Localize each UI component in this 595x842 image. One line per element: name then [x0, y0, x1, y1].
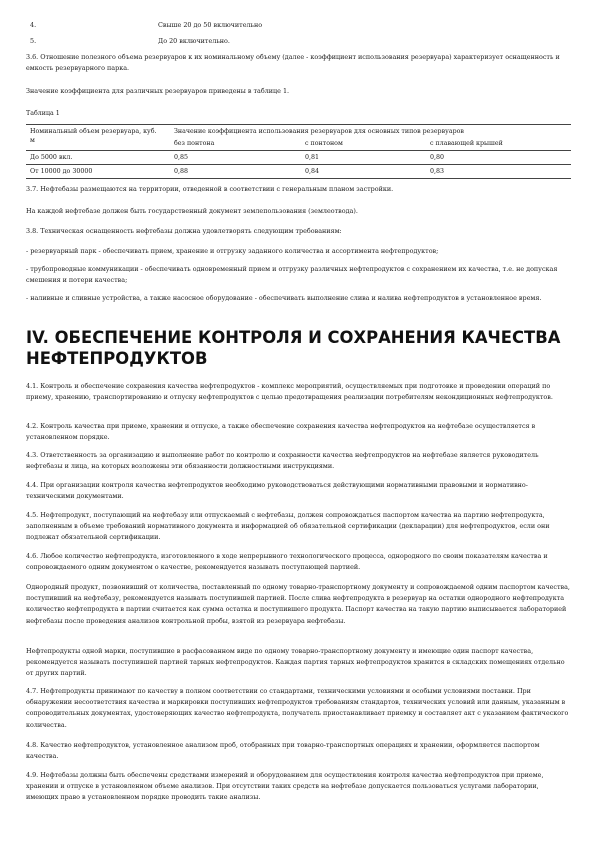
- table-top-rule: [26, 124, 571, 125]
- paragraph-4-2: 4.2. Контроль качества при приеме, хранении и отпуске, а также обеспечение сохранения качества нефтепродуктов на нефтебазе осуществляется в установленном порядке.: [26, 422, 536, 442]
- paragraph-4-7: 4.7. Нефтепродукты принимают по качеству в полном соответствии со стандартами, техническими условиями и особыми условиями поставки. При обнаружении несоответствия качества и маркировки поступивших нефтепродуктов требованиям стандартов, технических условий или данным, указанным в сопроводительных документах, удостоверяющих качество нефтепродукта, получатель приостанавливает приемку и составляет акт с указанием фактического количества.: [26, 687, 569, 729]
- section-heading: IV. ОБЕСПЕЧЕНИЕ КОНТРОЛЯ И СОХРАНЕНИЯ КАЧЕСТВА НЕФТЕПРОДУКТОВ: [26, 328, 561, 368]
- table-cell: 0,88: [174, 168, 189, 175]
- list-number: 5.: [30, 37, 37, 45]
- table-cell: 0,83: [430, 168, 445, 175]
- table-bottom-rule: [26, 178, 571, 179]
- table-subheader-3: с плавающей крышей: [430, 140, 503, 147]
- list-number: 4.: [30, 21, 37, 29]
- paragraph-coefficients: Значение коэффициента для различных резервуаров приведены в таблице 1.: [26, 87, 290, 95]
- table-cell: 0,81: [305, 154, 320, 161]
- table-cell: 0,84: [305, 168, 320, 175]
- table-row-label: До 5000 вкл.: [30, 154, 73, 161]
- paragraph-land-document: На каждой нефтебазе должен быть государственный документ землепользования (землеотвода).: [26, 207, 358, 215]
- table-col1-header: Номинальный объем резервуара, куб. м: [30, 128, 157, 144]
- table-subheader-2: с понтоном: [305, 140, 343, 147]
- bullet-item: - трубопроводные коммуникации - обеспечивать одновременный прием и отгрузку различных нефтепродуктов с сохранением их качества, т.е. не допуская смешения и потери качества;: [26, 265, 558, 285]
- paragraph-4-6: 4.6. Любое количество нефтепродукта, изготовленного в ходе непрерывного технологического процесса, однородного по своим показателям качества и сопровождаемого одним документом о качестве, рекомендуется называть поступающей партией.: [26, 552, 548, 572]
- paragraph-4-3: 4.3. Ответственность за организацию и выполнение работ по контролю и сохранности качества нефтепродуктов на нефтебазе является руководитель нефтебазы и лица, на которых возложены эти обязанности должностными инструкциями.: [26, 451, 539, 471]
- paragraph-3-6: 3.6. Отношение полезного объема резервуаров к их номинальному объему (далее - коэффициент использования резервуара) характеризует оснащенность и емкость резервуарного парка.: [26, 53, 560, 73]
- paragraph-4-1: 4.1. Контроль и обеспечение сохранения качества нефтепродуктов - комплекс мероприятий, осуществляемых при подготовке и проведении операций по приему, хранению, транспортированию и отпуску нефтепродуктов с целью предотвращения реализации потребителям некондиционных нефтепродуктов.: [26, 382, 553, 402]
- paragraph-4-4: 4.4. При организации контроля качества нефтепродуктов необходимо руководствоваться действующими нормативными правовыми и нормативно-техническими документами.: [26, 481, 528, 501]
- table-cell: 0,80: [430, 154, 445, 161]
- list-text: Свыше 20 до 50 включительно: [158, 21, 263, 29]
- table-row-rule: [26, 164, 571, 165]
- paragraph-4-9: 4.9. Нефтебазы должны быть обеспечены средствами измерений и оборудованием для осуществления контроля качества нефтепродуктов при приеме, хранении и отпуске в установленном объеме анализов. При отсутствии таких средств на нефтебазе допускается пользоваться услугами лаборатории, имеющих право в установленном порядке проводить такие анализы.: [26, 771, 544, 802]
- paragraph-uniform-product: Однородный продукт, позвонивший от количества, поставленный по одному товарно-транспортному документу и сопровождаемой одним паспортом качества, поступивший на нефтебазу, рекомендуется называть поступившей партией. После слива нефтепродукта в резервуар на остатки однородного нефтепродукта количество нефтепродукта в партии считается как сумма остатка и поступившего продукта. Паспорт качества на такую партию выписывается лабораторией нефтебазы после проведения анализов контрольной пробы, взятой из резервуара нефтебазы.: [26, 583, 570, 625]
- table-cell: 0,85: [174, 154, 189, 161]
- table-caption: Таблица 1: [26, 110, 60, 117]
- paragraph-4-5: 4.5. Нефтепродукт, поступающий на нефтебазу или отпускаемый с нефтебазы, должен сопровождаться паспортом качества на партию нефтепродукта, заполненным в объеме требований нормативного документа и информацией об обязательной сертификации (декларации) для нефтепродуктов, если они подлежат обязательной сертификации.: [26, 511, 550, 542]
- paragraph-packed-products: Нефтепродукты одной марки, поступившие в расфасованном виде по одному товарно-транспортному документу и имеющие один паспорт качества, рекомендуется называть поступившей партией тарных нефтепродуктов. Каждая партия тарных нефтепродуктов хранится в складских помещениях отдельно от других партий.: [26, 647, 565, 678]
- table-header-rule: [26, 150, 571, 151]
- list-text: До 20 включительно.: [158, 37, 230, 45]
- table-row-label: От 10000 до 30000: [30, 168, 93, 175]
- paragraph-3-7: 3.7. Нефтебазы размещаются на территории, отведенной в соответствии с генеральным планом застройки.: [26, 185, 394, 193]
- table-group-header: Значение коэффициента использования резервуаров для основных типов резервуаров: [174, 128, 464, 135]
- table-subheader-1: без понтона: [174, 140, 215, 147]
- paragraph-3-8: 3.8. Техническая оснащенность нефтебазы должна удовлетворять следующим требованиям:: [26, 227, 342, 235]
- bullet-item: - резервуарный парк - обеспечивать прием, хранение и отгрузку заданного количества и ассортимента нефтепродуктов;: [26, 247, 439, 255]
- bullet-item: - наливные и сливные устройства, а также насосное оборудование - обеспечивать выполнение слива и налива нефтепродуктов в установленное время.: [26, 294, 542, 302]
- paragraph-4-8: 4.8. Качество нефтепродуктов, установленное анализом проб, отобранных при товарно-транспортных операциях и хранении, оформляется паспортом качества.: [26, 741, 540, 761]
